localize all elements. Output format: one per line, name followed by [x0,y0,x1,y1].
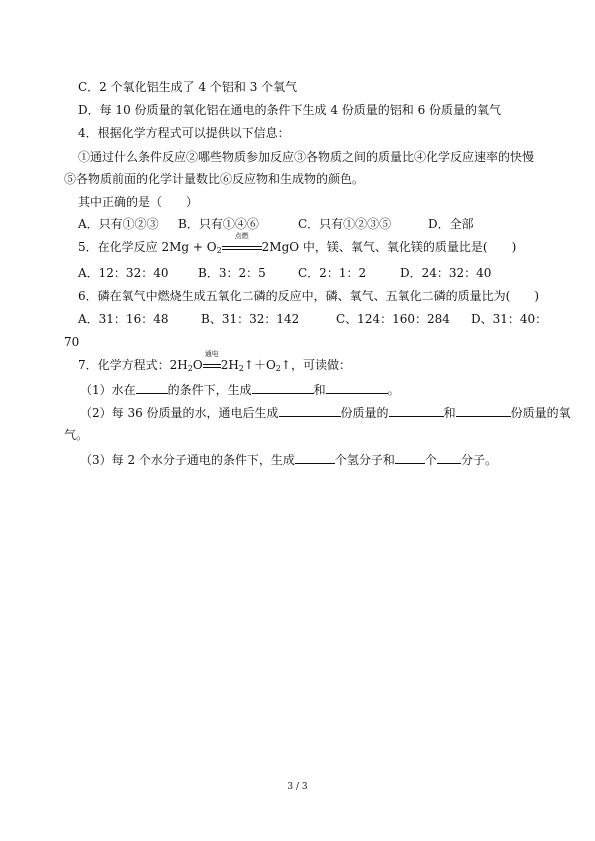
q7-arrow-o2: ↑＋O [243,358,276,372]
q4-option-c: C．只有①②③⑤ [298,217,392,231]
answer-blank[interactable] [389,405,444,417]
condition-label: 点燃 [234,232,249,240]
question-4-options [78,217,498,231]
condition-label: 通电 [204,350,219,358]
q7-o2-subscript: 2 [275,364,281,373]
reaction-condition [222,232,262,254]
q7-s1-text-b: 的条件下，生成 [167,383,252,397]
q7-s3-text-d: 分子。 [460,453,497,467]
question-6-options [78,312,548,326]
answer-blank[interactable] [252,382,314,394]
q7-s3-text-a: （3）每 2 个水分子通电的条件下，生成 [80,453,295,467]
question-5-stem [78,232,517,255]
q7-s2-text-a: （2）每 36 份质量的水，通电后生成 [80,406,279,420]
q7-s3-text-c: 个 [424,453,437,467]
reaction-condition [203,350,221,372]
q6-option-c: C、124：160：284 [336,312,450,326]
answer-blank[interactable] [395,452,425,464]
q7-s2-text-b: 份质量的 [340,406,389,420]
q7-s2-text-d: 份质量的氧 [510,406,571,420]
question-4-stem: 4．根据化学方程式可以提供以下信息： [78,126,290,140]
q7-h2-subscript: 2 [238,364,244,373]
q7-s1-text-c: 和 [313,383,326,397]
question-3-option-d: D．每 10 份质量的氧化铝在通电的条件下生成 4 份质量的铝和 6 份质量的氧气 [78,103,502,117]
answer-blank[interactable] [136,382,168,394]
question-7-stem [78,350,351,373]
q7-s1-text-a: （1）水在 [80,383,136,397]
q5-option-d: D．24：32：40 [400,266,492,280]
q7-s3-text-b: 个氢分子和 [334,453,395,467]
q4-option-a: A．只有①②③ [78,217,159,231]
q4-option-b: B．只有①④⑥ [178,217,259,231]
q5-text-post: 2MgO 中，镁、氧气、氧化镁的质量比是( ) [261,240,517,254]
question-7-sub-2 [80,405,571,420]
page-number: 3 / 3 [287,782,308,792]
question-5-options [78,266,498,280]
question-6-stem: 6．磷在氧气中燃烧生成五氧化二磷的反应中，磷、氧气、五氧化二磷的质量比为( ) [78,289,540,303]
q7-product-h2: 2H [220,358,239,372]
answer-blank[interactable] [326,382,388,394]
answer-blank[interactable] [456,405,511,417]
q6-option-a: A．31：16：48 [78,312,169,326]
question-7-sub-1 [80,382,400,397]
q7-h2o-subscript: 2 [187,364,193,373]
question-7-sub-3 [80,452,497,467]
q4-option-d: D．全部 [428,217,474,231]
question-4-info-line-2: ⑤各物质前面的化学计量数比⑥反应物和生成物的颜色。 [64,172,365,186]
q5-o2-subscript: 2 [216,246,222,255]
q7-o: O [192,358,203,372]
q6-option-b: B、31：32：142 [201,312,300,326]
q5-option-a: A．12：32：40 [78,266,169,280]
question-3-option-c: C．2 个氧化铝生成了 4 个铝和 3 个氧气 [78,80,298,94]
q7-s2-text-c: 和 [443,406,456,420]
question-6-option-d-wrap: 70 [64,335,80,349]
question-4-info-line-1: ①通过什么条件反应②哪些物质参加反应③各物质之间的质量比④化学反应速率的快慢 [78,150,535,164]
answer-blank[interactable] [279,405,341,417]
q7-text-post: ↑，可读做： [280,358,351,372]
q6-option-d: D、31：40： [471,312,548,326]
answer-blank[interactable] [295,452,335,464]
q7-text-pre: 7．化学方程式：2H [78,358,188,372]
q5-option-b: B．3：2：5 [198,266,266,280]
question-7-sub-2-wrap: 气。 [64,428,89,442]
answer-blank[interactable] [437,452,461,464]
q5-text-pre: 5．在化学反应 2Mg + O [78,240,217,254]
question-4-ask: 其中正确的是（ ） [78,195,199,209]
q5-option-c: C．2：1：2 [298,266,367,280]
q7-s1-text-d: 。 [387,383,400,397]
